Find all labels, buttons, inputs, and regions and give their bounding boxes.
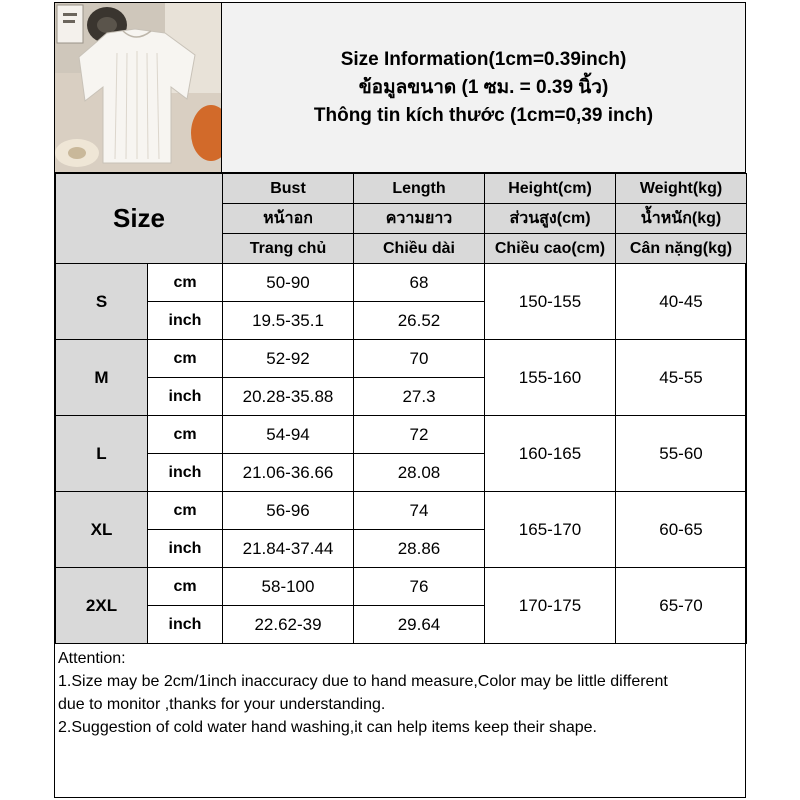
bust-header-vietnamese: Trang chủ [223, 234, 354, 264]
bust-header-thai: หน้าอก [223, 204, 354, 234]
header-row [56, 174, 747, 204]
bust-inch: 21.06-36.66 [223, 454, 354, 492]
length-cm: 72 [354, 416, 485, 454]
table-row [56, 264, 747, 302]
size-label: XL [56, 492, 148, 568]
attention-notes [58, 647, 744, 739]
note-line: 2.Suggestion of cold water hand washing,it can help items keep their shape. [58, 719, 597, 736]
weight-header: Weight(kg) [616, 174, 747, 204]
height-header: Height(cm) [485, 174, 616, 204]
size-chart [54, 2, 746, 798]
height-header-vietnamese: Chiều cao(cm) [485, 234, 616, 264]
bust-cm: 56-96 [223, 492, 354, 530]
weight-range: 40-45 [616, 264, 747, 340]
attention-heading: Attention: [58, 650, 126, 667]
size-label: S [56, 264, 148, 340]
bust-cm: 54-94 [223, 416, 354, 454]
bust-header: Bust [223, 174, 354, 204]
title-block [222, 3, 745, 172]
unit-cm: cm [148, 264, 223, 302]
length-inch: 28.86 [354, 530, 485, 568]
bust-cm: 50-90 [223, 264, 354, 302]
chart-header [55, 3, 745, 173]
title-thai: ข้อมูลขนาด (1 ซม. = 0.39 นิ้ว) [358, 76, 609, 98]
weight-range: 45-55 [616, 340, 747, 416]
length-cm: 68 [354, 264, 485, 302]
unit-cm: cm [148, 492, 223, 530]
unit-cm: cm [148, 568, 223, 606]
note-line: 1.Size may be 2cm/1inch inaccuracy due to hand measure,Color may be little different [58, 673, 668, 690]
unit-cm: cm [148, 416, 223, 454]
weight-range: 60-65 [616, 492, 747, 568]
bust-cm: 58-100 [223, 568, 354, 606]
size-label: L [56, 416, 148, 492]
size-header: Size [56, 174, 223, 264]
bust-inch: 21.84-37.44 [223, 530, 354, 568]
weight-range: 55-60 [616, 416, 747, 492]
table-row [56, 416, 747, 454]
length-header: Length [354, 174, 485, 204]
height-range: 165-170 [485, 492, 616, 568]
weight-header-thai: น้ำหนัก(kg) [616, 204, 747, 234]
unit-inch: inch [148, 606, 223, 644]
note-line: due to monitor ,thanks for your understanding. [58, 696, 386, 713]
size-table [55, 173, 747, 644]
bust-inch: 20.28-35.88 [223, 378, 354, 416]
size-label: M [56, 340, 148, 416]
title-english: Size Information(1cm=0.39inch) [340, 48, 627, 70]
length-header-vietnamese: Chiều dài [354, 234, 485, 264]
weight-range: 65-70 [616, 568, 747, 644]
bust-inch: 19.5-35.1 [223, 302, 354, 340]
height-range: 155-160 [485, 340, 616, 416]
table-row [56, 568, 747, 606]
unit-inch: inch [148, 454, 223, 492]
unit-cm: cm [148, 340, 223, 378]
length-inch: 26.52 [354, 302, 485, 340]
length-header-thai: ความยาว [354, 204, 485, 234]
unit-inch: inch [148, 530, 223, 568]
unit-inch: inch [148, 378, 223, 416]
length-inch: 27.3 [354, 378, 485, 416]
height-range: 150-155 [485, 264, 616, 340]
height-header-thai: ส่วนสูง(cm) [485, 204, 616, 234]
length-cm: 70 [354, 340, 485, 378]
size-label: 2XL [56, 568, 148, 644]
length-cm: 74 [354, 492, 485, 530]
bust-cm: 52-92 [223, 340, 354, 378]
unit-inch: inch [148, 302, 223, 340]
length-inch: 29.64 [354, 606, 485, 644]
product-photo [55, 3, 222, 172]
length-cm: 76 [354, 568, 485, 606]
height-range: 170-175 [485, 568, 616, 644]
length-inch: 28.08 [354, 454, 485, 492]
height-range: 160-165 [485, 416, 616, 492]
table-row [56, 492, 747, 530]
title-vietnamese: Thông tin kích thước (1cm=0,39 inch) [313, 104, 654, 126]
white-knit-top-photo-icon [55, 3, 221, 172]
weight-header-vietnamese: Cân nặng(kg) [616, 234, 747, 264]
bust-inch: 22.62-39 [223, 606, 354, 644]
table-row [56, 340, 747, 378]
